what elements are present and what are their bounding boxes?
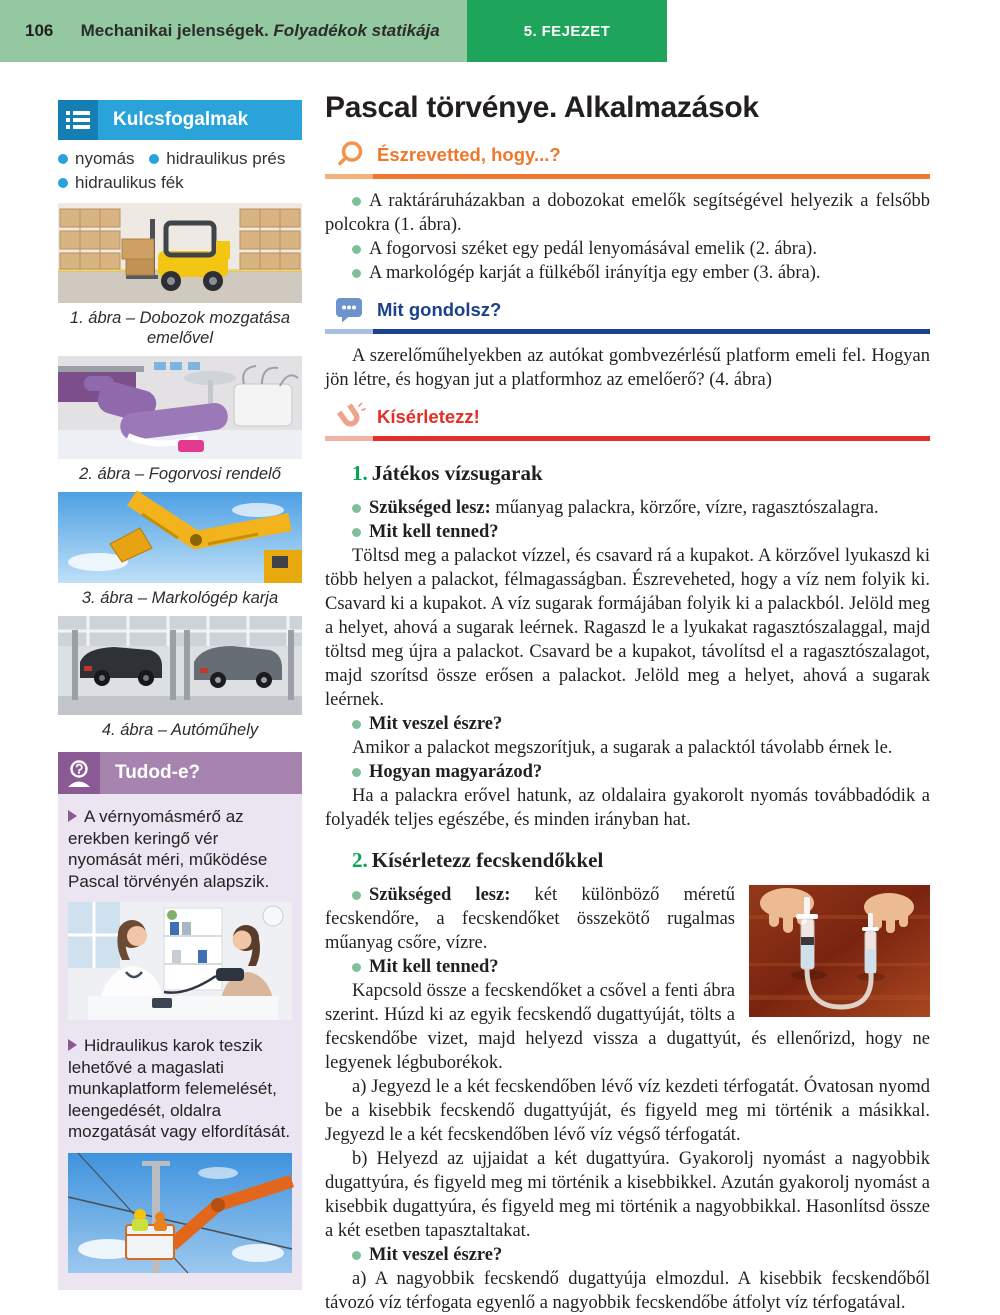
noticed-section-header xyxy=(325,140,930,170)
experiment2-title: 2. Kísérletezz fecskendőkkel xyxy=(352,848,604,872)
keyconcepts-header xyxy=(58,100,302,140)
didyouknow-note: A vérnyomásmérő az erekben keringő vér nyomását méri, működése Pascal törvényén alapszik. xyxy=(68,807,270,891)
didyouknow-box xyxy=(58,752,302,1290)
bullet-icon xyxy=(352,197,361,206)
figure-1-caption: 1. ábra – Dobozok mozgatása emelővel xyxy=(69,309,291,347)
figure2-dental-office-image xyxy=(58,356,302,459)
header-strip xyxy=(0,0,467,62)
keyconcept-item: hidraulikus fék xyxy=(58,173,184,193)
exp1-explain-label: Hogyan magyarázod? xyxy=(325,760,930,784)
chapter-badge: 5. FEJEZET xyxy=(467,0,667,62)
exp2-result-a: a) A nagyobbik fecskendő dugattyúja elmozdul. A kisebbik fecskendőből távozó víz térfogata egyenlő a nagyobbik fecskendőbe átfolyt víz térfogatával. xyxy=(325,1269,930,1313)
person-question-icon xyxy=(58,752,100,794)
figure-4-caption: 4. ábra – Autóműhely xyxy=(101,721,259,739)
keyconcepts-list xyxy=(58,149,302,197)
running-title-bold: Mechanikai jelenségek. xyxy=(80,21,269,40)
sidebar xyxy=(58,100,302,1290)
bullet-icon xyxy=(58,154,68,164)
figure-3 xyxy=(58,492,302,608)
exp2-step-a: a) Jegyezd le a két fecskendőben lévő víz kezdeti térfogatát. Óvatosan nyomd be a kisebbik fecskendő dugattyúját, és figyeld meg mi történik a másikkal. Jegyezd le a két fecskendőben lévő víz végső térfogatát. xyxy=(325,1077,930,1145)
main-content xyxy=(325,90,930,1315)
keyconcept-item: hidraulikus prés xyxy=(149,149,285,169)
syringes-experiment-image xyxy=(749,885,930,1017)
experiment-section-label: Kísérletezz! xyxy=(377,406,480,427)
exp2-step-b: b) Helyezd az ujjaidat a két dugattyúra. Gyakorolj nyomást a nagyobbik dugattyúra, és figyeld meg mi történik a kisebbikkel. Azután gyakorolj nyomást a kisebbik dugattyúra, és figyeld meg mi történik a nagyobbikkal. Hasonlítsd össze a két esetben tapasztaltakat. xyxy=(325,1149,930,1241)
search-icon xyxy=(335,140,369,170)
experiment2-body xyxy=(325,883,930,1315)
exp1-todo-text: Töltsd meg a palackot vízzel, és csavard rá a kupakot. A körzővel lyukaszd ki több helyen a palackot, félmagasságban. Észreveheted, hogy a víz nem folyik ki. Csavard ki a kupakot. A víz sugarak formájában folyik ki a palackból. Jelöld meg a helyet, ahová a sugarak leérnek. Ragaszd le a lyukakat ragasztószalaggal, majd töltsd meg újra a palackot. Csavard be a kupakot, távolítsd el a ragasztószalagot, majd szorítsd össze erősen a palackot. Jelöld meg a helyet, ahová a sugarak leérnek. xyxy=(325,546,930,710)
didyouknow-note: Hidraulikus karok teszik lehetővé a magaslati munkaplatform felemelését, leengedését, oldalra mozgatását vagy elfordítását. xyxy=(68,1036,291,1141)
bullet-icon xyxy=(352,504,361,513)
running-title-italic: Folyadékok statikája xyxy=(273,21,440,40)
experiment-section-rule xyxy=(325,436,930,441)
think-section-rule xyxy=(325,329,930,334)
experiment-section-header xyxy=(325,402,930,432)
blood-pressure-measurement-image xyxy=(68,902,292,1020)
exp1-need-line: Szükséged lesz: műanyag palackra, körzőre, vízre, ragasztószalagra. xyxy=(325,496,930,520)
exp2-need-line: Szükséged lesz: két különböző méretű fecskendőre, a fecskendőket összekötő rugalmas műanyag csőre, vízre. xyxy=(325,885,735,953)
noticed-section-label: Észrevetted, hogy...? xyxy=(377,144,561,165)
experiment1-number: 1. xyxy=(352,461,368,485)
exp1-explain-text: Ha a palackra erővel hatunk, az oldalaira gyakorolt nyomás továbbadódik a folyadék teljes egészébe, és minden irányban hat. xyxy=(325,786,930,830)
noticed-bullet-2: A fogorvosi széket egy pedál lenyomásával emelik (2. ábra). xyxy=(325,237,930,261)
bullet-icon xyxy=(352,528,361,537)
exp2-todo-label: Mit kell tenned? xyxy=(325,955,930,979)
figure-3-caption: 3. ábra – Markológép karja xyxy=(81,589,279,607)
think-section-label: Mit gondolsz? xyxy=(377,299,502,320)
didyouknow-header xyxy=(58,752,302,794)
keyconcept-item: nyomás xyxy=(58,149,135,169)
exp1-todo-label: Mit kell tenned? xyxy=(325,520,930,544)
page-number: 106 xyxy=(25,21,54,40)
list-icon xyxy=(58,100,98,140)
didyouknow-body xyxy=(58,794,302,1290)
exp2-notice-label: Mit veszel észre? xyxy=(325,1243,930,1267)
bullet-icon xyxy=(352,245,361,254)
running-title xyxy=(81,21,440,41)
bullet-icon xyxy=(352,768,361,777)
bullet-icon xyxy=(352,720,361,729)
figure-1 xyxy=(58,203,302,348)
bullet-icon xyxy=(352,1251,361,1260)
keyconcepts-title: Kulcsfogalmak xyxy=(113,109,249,130)
figure-2-caption: 2. ábra – Fogorvosi rendelő xyxy=(79,465,281,483)
exp2-todo-text: Kapcsold össze a fecskendőket a csővel a fenti ábra szerint. Húzd ki az egyik fecskendő dugattyúját, tölts a fecskendőbe vizet, majd helyezd vissza a dugattyút, és ellenőrizd, hogy ne legyenek légbuborékok. xyxy=(325,981,930,1073)
figure3-excavator-image xyxy=(58,492,302,583)
magnet-icon xyxy=(335,402,369,432)
bullet-icon xyxy=(352,269,361,278)
triangle-bullet-icon xyxy=(68,1039,77,1051)
figure-2 xyxy=(58,356,302,484)
bullet-icon xyxy=(58,178,68,188)
exp1-notice-label: Mit veszel észre? xyxy=(325,712,930,736)
triangle-bullet-icon xyxy=(68,810,77,822)
bullet-icon xyxy=(149,154,159,164)
experiment1-title: 1. Játékos vízsugarak xyxy=(352,461,543,485)
exp1-notice-text: Amikor a palackot megszorítjuk, a sugarak a palacktól távolabb érnek le. xyxy=(352,738,893,758)
noticed-list xyxy=(325,189,930,285)
figure4-car-workshop-image xyxy=(58,616,302,715)
page-header-bar xyxy=(0,0,667,62)
aerial-work-platform-image xyxy=(68,1153,292,1273)
page-title: Pascal törvénye. Alkalmazások xyxy=(325,91,759,124)
experiment2-number: 2. xyxy=(352,848,368,872)
bullet-icon xyxy=(352,891,361,900)
noticed-section-rule xyxy=(325,174,930,179)
bullet-icon xyxy=(352,963,361,972)
think-paragraph: A szerelőműhelyekben az autókat gombvezérlésű platform emeli fel. Hogyan jön létre, és hogyan jut a platformhoz az emelőerő? (4. ábra) xyxy=(325,346,930,390)
figure-4 xyxy=(58,616,302,740)
think-section-header xyxy=(325,295,930,325)
noticed-bullet-1: A raktáráruházakban a dobozokat emelők segítségével helyezik a felsőbb polcokra (1. ábra). xyxy=(325,191,930,235)
speech-bubble-icon xyxy=(335,297,369,323)
figure1-forklift-image xyxy=(58,203,302,303)
didyouknow-title: Tudod-e? xyxy=(115,762,201,783)
noticed-bullet-3: A markológép karját a fülkéből irányítja egy ember (3. ábra). xyxy=(325,261,930,285)
